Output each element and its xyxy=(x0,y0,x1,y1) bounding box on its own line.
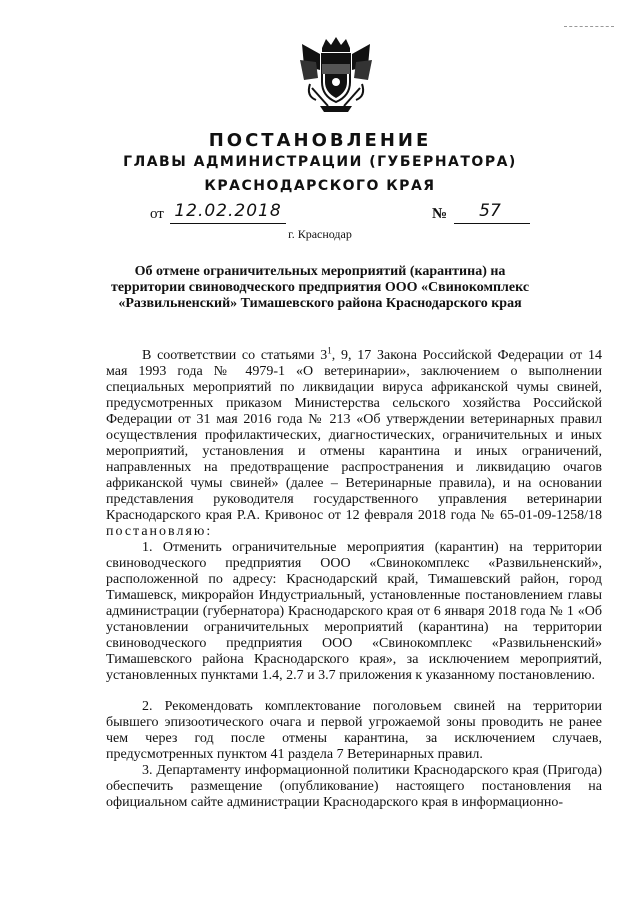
coat-of-arms-emblem xyxy=(298,36,374,114)
item-3-paragraph: 3. Департаменту информационной политики Краснодарского края (Пригода) обеспечить размещение (опубликование) настоящего постановления на официальном сайте администрации Краснодарского края в информационно- xyxy=(106,763,602,810)
document-subtitle-authority: ГЛАВЫ АДМИНИСТРАЦИИ (ГУБЕРНАТОРА) xyxy=(123,154,517,170)
document-city: г. Краснодар xyxy=(288,227,352,241)
subject-line: «Развильненский» Тимашевского района Краснодарского края xyxy=(118,296,522,311)
article-superscript: 1 xyxy=(327,345,332,356)
date-number-line xyxy=(150,201,550,228)
document-title: ПОСТАНОВЛЕНИЕ xyxy=(208,130,432,151)
item-2-paragraph: 2. Рекомендовать комплектование поголовьем свиней на территории бывшего эпизоотического очага и первой угрожаемой зоны проводить не ранее чем через год после отмены карантина, за исключением случаев, предусмотренных пунктом 41 раздела 7 Ветеринарных правил. xyxy=(106,699,602,762)
scan-corner-mark xyxy=(564,26,614,29)
subject-line: Об отмене ограничительных мероприятий (карантина) на xyxy=(134,264,506,279)
decree-word: постановляю: xyxy=(106,524,213,539)
date-underline xyxy=(170,223,286,224)
document-subtitle-region: КРАСНОДАРСКОГО КРАЯ xyxy=(204,178,436,194)
number-prefix: № xyxy=(432,206,448,222)
preamble-paragraph xyxy=(106,345,602,540)
document-date: 12.02.2018 xyxy=(174,201,282,221)
document-subject xyxy=(100,264,540,312)
document-number: 57 xyxy=(479,201,501,221)
item-1-paragraph: 1. Отменить ограничительные мероприятия (карантин) на территории свиноводческого предприятия ООО «Свинокомплекс «Развильненский», расположенной по адресу: Краснодарский край, Тимашевский район, город Тимашевск, микрорайон Индустриальный, установленные постановлением главы администрации (губернатора) Краснодарского края от 6 января 2018 года № 1 «Об установлении ограничительных мероприятий (карантина) на территории свиноводческого предприятия ООО «Свинокомплекс «Развильненский» Тимашевского района Краснодарского края», за исключением мероприятий, установленных пунктами 1.4, 2.7 и 3.7 приложения к указанному постановлению. xyxy=(106,540,602,683)
preamble-text-rest: , 9, 17 Закона Российской Федерации от 14 мая 1993 года № 4979-1 «О ветеринарии», заключением о выполнении специальных мероприятий по ликвидации вируса африканской чумы свиней, предусмотренных приказом Министерства сельского хозяйства Российской Федерации от 31 мая 2016 года № 213 «Об утверждении ветеринарных правил осуществления профилактических, диагностических, ограничительных и иных мероприятий, установления и отмены карантина и иных ограничений, направленных на предотвращение распространения и ликвидацию очагов африканской чумы свиней» (далее – Ветеринарные правила), и на основании представления руководителя государственного управления ветеринарии Краснодарского края Р.А. Кривонос от 12 февраля 2018 года № 65-01-09-1258/18 xyxy=(106,348,602,523)
preamble-text-start: В соответствии со статьями 3 xyxy=(142,348,328,363)
subject-line: территории свиноводческого предприятия ООО «Свинокомплекс xyxy=(110,280,530,295)
date-prefix: от xyxy=(150,206,164,222)
number-underline xyxy=(454,223,530,224)
